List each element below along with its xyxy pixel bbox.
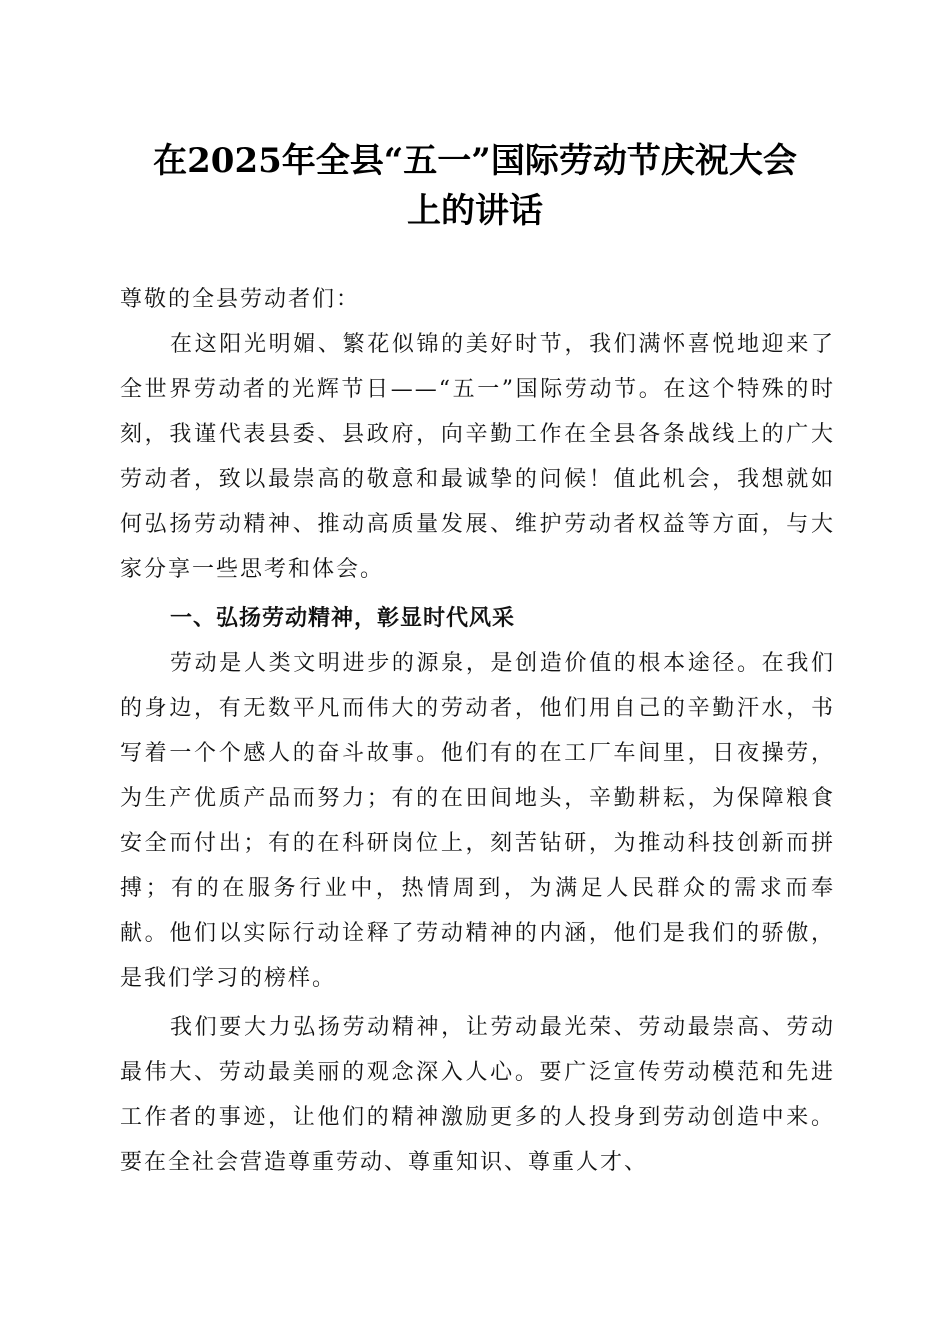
section1-paragraph-2: 我们要大力弘扬劳动精神，让劳动最光荣、劳动最崇高、劳动最伟大、劳动最美丽的观念深入人心。要广泛宣传劳动模范和先进工作者的事迹，让他们的精神激励更多的人投身到劳动创造中来。要在全社会营造尊重劳动、尊重知识、尊重人才、 [120, 1015, 835, 1175]
document-title [110, 136, 840, 236]
opening-paragraph: 在这阳光明媚、繁花似锦的美好时节，我们满怀喜悦地迎来了全世界劳动者的光辉节日——“五一”国际劳动节。在这个特殊的时刻，我谨代表县委、县政府，向辛勤工作在全县各条战线上的广大劳动者，致以最崇高的敬意和最诚挚的问候！值此机会，我想就如何弘扬劳动精神、推动高质量发展、维护劳动者权益等方面，与大家分享一些思考和体会。 [120, 332, 835, 582]
title-line-1: 在2025年全县“五一”国际劳动节庆祝大会 [153, 141, 797, 181]
title-line-2: 上的讲话 [407, 191, 543, 231]
section1-paragraph-1: 劳动是人类文明进步的源泉，是创造价值的根本途径。在我们的身边，有无数平凡而伟大的劳动者，他们用自己的辛勤汗水，书写着一个个感人的奋斗故事。他们有的在工厂车间里，日夜操劳，为生产优质产品而努力；有的在田间地头，辛勤耕耘，为保障粮食安全而付出；有的在科研岗位上，刻苦钻研，为推动科技创新而拼搏；有的在服务行业中，热情周到，为满足人民群众的需求而奉献。他们以实际行动诠释了劳动精神的内涵，他们是我们的骄傲，是我们学习的榜样。 [120, 651, 835, 991]
document-body [120, 277, 835, 1185]
section-heading-1: 一、弘扬劳动精神，彰显时代风采 [170, 606, 516, 631]
salutation: 尊敬的全县劳动者们： [120, 287, 361, 312]
